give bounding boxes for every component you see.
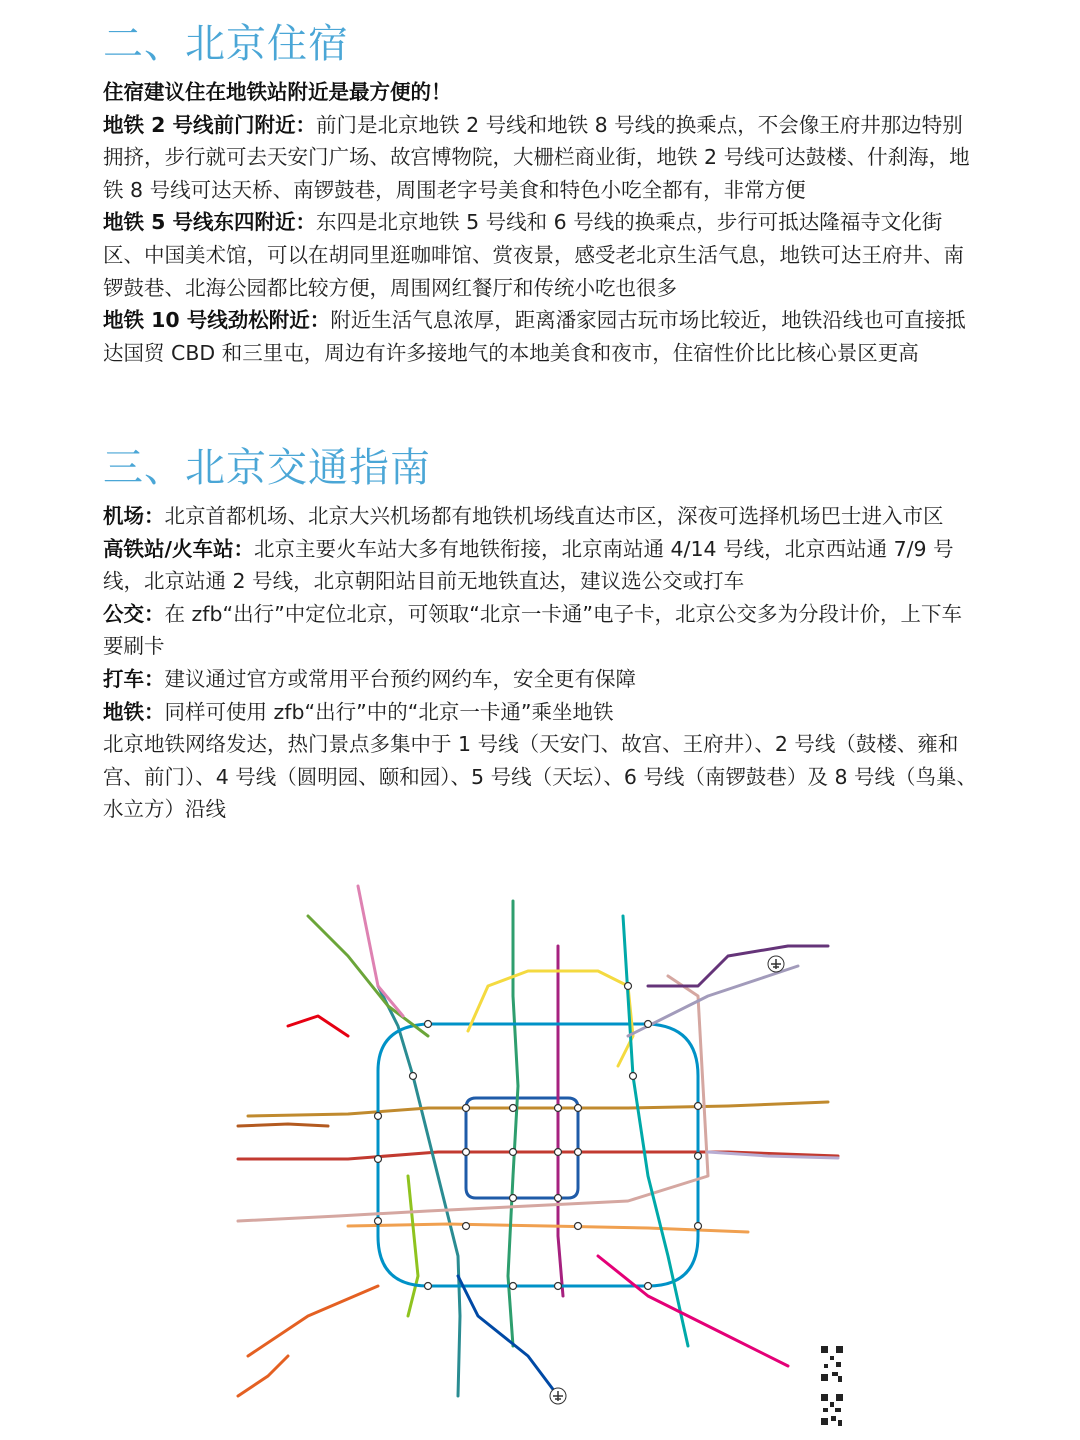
map-station xyxy=(555,1149,562,1156)
transport-item-text: 同样可使用 zfb“出行”中的“北京一卡通”乘坐地铁 xyxy=(164,699,614,724)
map-station xyxy=(555,1195,562,1202)
map-station xyxy=(625,983,632,990)
transport-item xyxy=(103,500,981,533)
map-line-fangshan xyxy=(248,1286,378,1356)
map-station xyxy=(645,1021,652,1028)
map-station xyxy=(510,1283,517,1290)
transport-item-text: 北京主要火车站大多有地铁衔接，北京南站通 4/14 号线，北京西站通 7/9 号线，北京站通 2 号线，北京朝阳站目前无地铁直达，建议选公交或打车 xyxy=(103,536,954,594)
map-line-s1 xyxy=(238,1124,328,1126)
map-station xyxy=(575,1105,582,1112)
map-station xyxy=(645,1283,652,1290)
accommodation-item-text: 东四是北京地铁 5 号线和 6 号线的换乘点，步行可抵达隆福寺文化街区、中国美术馆，可以在胡同里逛咖啡馆、赏夜景，感受老北京生活气息，地铁可达王府井、南锣鼓巷、北海公园都比较方便，周围网红餐厅和传统小吃也很多 xyxy=(103,210,964,300)
transport-item xyxy=(103,663,981,696)
accommodation-item-text: 前门是北京地铁 2 号线和地铁 8 号线的换乘点，不会像王府井那边特别拥挤，步行就可去天安门广场、故宫博物院，大栅栏商业街，地铁 2 号线可达鼓楼、什刹海，地铁 8 号线可达天桥、南锣鼓巷，周围老字号美食和特色小吃全都有，非常方便 xyxy=(103,112,970,202)
section-heading-accommodation: 二、北京住宿 xyxy=(103,21,349,67)
map-station xyxy=(555,1283,562,1290)
map-station xyxy=(375,1113,382,1120)
map-line-7 xyxy=(348,1224,748,1232)
map-line-13 xyxy=(468,971,633,1066)
map-station xyxy=(695,1223,702,1230)
map-station xyxy=(463,1223,470,1230)
map-line-2 xyxy=(466,1098,578,1198)
map-line-4 xyxy=(378,986,460,1396)
transport-item xyxy=(103,533,981,598)
transport-item-title: 公交： xyxy=(103,601,165,626)
accommodation-item-title: 地铁 10 号线劲松附近： xyxy=(103,308,331,333)
map-station xyxy=(463,1149,470,1156)
map-line-9 xyxy=(408,1176,418,1316)
transport-item-title: 地铁： xyxy=(103,699,165,724)
map-line-10 xyxy=(378,1024,698,1286)
transport-item-text: 在 zfb“出行”中定位北京，可领取“北京一卡通”电子卡，北京公交多为分段计价，上下车要刷卡 xyxy=(103,601,962,659)
map-line-xijiao xyxy=(288,1016,348,1036)
map-station xyxy=(575,1223,582,1230)
map-station xyxy=(575,1149,582,1156)
map-station xyxy=(375,1156,382,1163)
accommodation-item xyxy=(103,109,981,207)
accommodation-item-text: 附近生活气息浓厚，距离潘家园古玩市场比较近，地铁沿线也可直接抵达国贸 CBD 和三里屯，周边有许多接地气的本地美食和夜市，住宿性价比比核心景区更高 xyxy=(103,308,966,365)
map-line-yizhuang xyxy=(598,1256,788,1366)
transport-item xyxy=(103,598,981,663)
map-line-5 xyxy=(558,946,563,1296)
airport-icon-daxing xyxy=(550,1388,566,1404)
map-line-yanfang xyxy=(238,1356,288,1396)
accommodation-item-title: 地铁 2 号线前门附近： xyxy=(103,112,317,137)
transport-item-text: 北京首都机场、北京大兴机场都有地铁机场线直达市区，深夜可选择机场巴士进入市区 xyxy=(164,504,944,528)
map-station xyxy=(510,1105,517,1112)
qr-code-icon xyxy=(820,1344,844,1384)
section-heading-transport: 三、北京交通指南 xyxy=(103,445,431,491)
map-station xyxy=(425,1283,432,1290)
transport-item-title: 机场： xyxy=(103,504,165,528)
transport-section xyxy=(103,500,981,826)
map-station xyxy=(695,1153,702,1160)
map-station xyxy=(695,1103,702,1110)
map-line-17 xyxy=(623,916,688,1346)
map-station xyxy=(425,1021,432,1028)
accommodation-section xyxy=(103,76,981,369)
accommodation-item xyxy=(103,304,981,369)
qr-code-icon xyxy=(820,1392,844,1432)
map-station xyxy=(510,1195,517,1202)
accommodation-item xyxy=(103,206,981,304)
transport-item-text: 建议通过官方或常用平台预约网约车，安全更有保障 xyxy=(164,666,636,691)
accommodation-intro: 住宿建议住在地铁站附近是最方便的！ xyxy=(103,80,452,104)
subway-map-graphic xyxy=(228,876,848,1430)
transport-item-title: 高铁站/火车站： xyxy=(103,536,254,561)
map-station xyxy=(510,1149,517,1156)
map-line-6 xyxy=(248,1102,828,1116)
transport-closing: 北京地铁网络发达，热门景点多集中于 1 号线（天安门、故宫、王府井）、2 号线（鼓楼、雍和宫、前门）、4 号线（圆明园、颐和园）、5 号线（天坛）、6 号线（南锣鼓巷）及 8 号线（鸟巢、水立方）沿线 xyxy=(103,732,978,822)
airport-icon-capital xyxy=(768,956,784,972)
transport-item-title: 打车： xyxy=(103,666,165,691)
map-station xyxy=(555,1105,562,1112)
transport-item xyxy=(103,696,981,729)
map-station xyxy=(375,1218,382,1225)
accommodation-item-title: 地铁 5 号线东四附近： xyxy=(103,210,317,235)
subway-map xyxy=(228,876,848,1430)
map-station xyxy=(630,1073,637,1080)
map-line-8 xyxy=(508,901,518,1346)
map-station xyxy=(410,1073,417,1080)
map-station xyxy=(463,1105,470,1112)
